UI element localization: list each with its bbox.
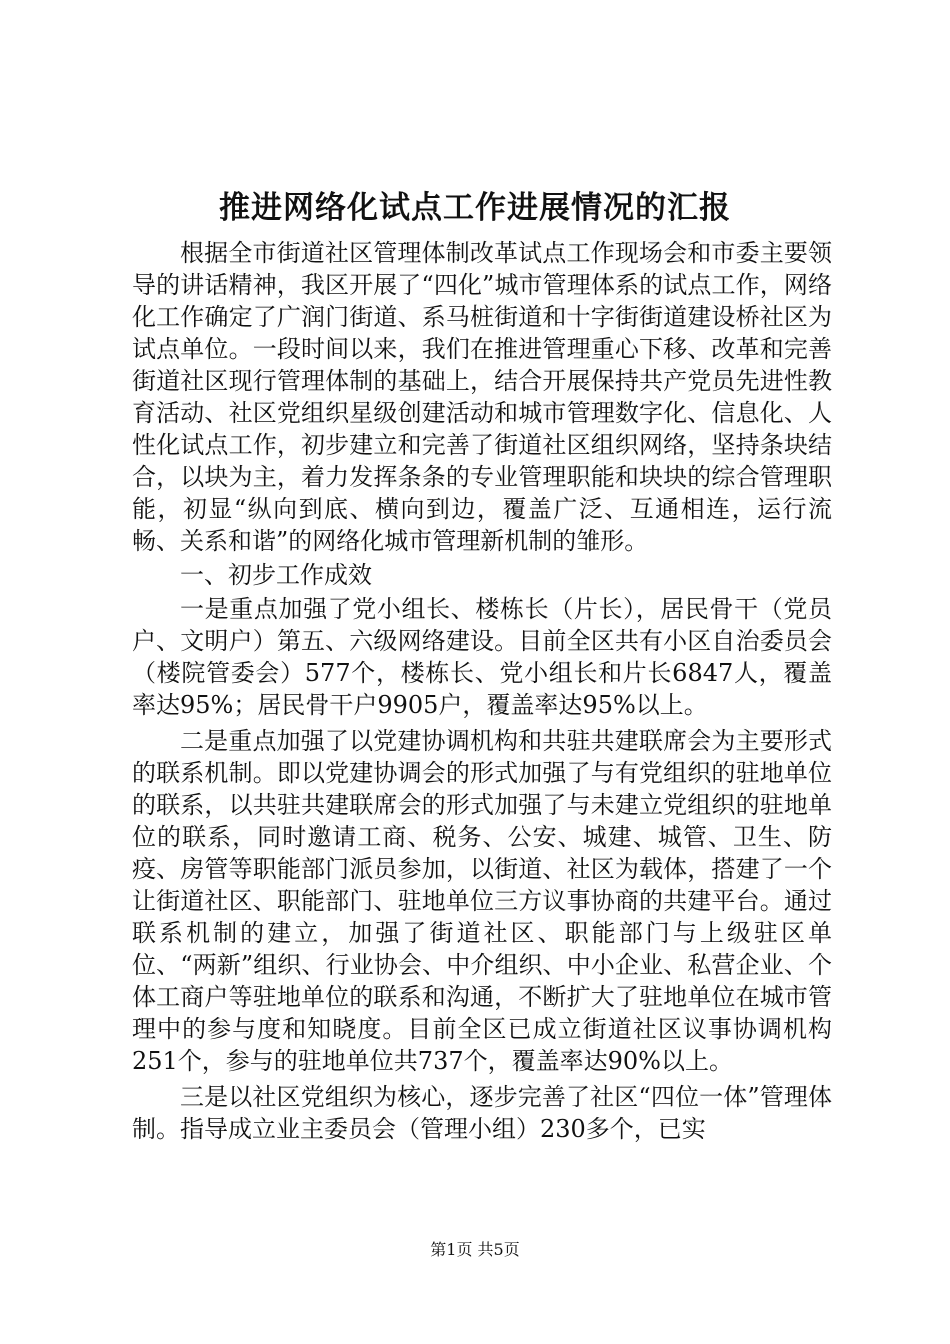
body-paragraph: 二是重点加强了以党建协调机构和共驻共建联席会为主要形式的联系机制。即以党建协调会的形式加强了与有党组织的驻地单位的联系，以共驻共建联席会的形式加强了与未建立党组织的驻地单位的联系，同时邀请工商、税务、公安、城建、城管、卫生、防疫、房管等职能部门派员参加，以街道、社区为载体，搭建了一个让街道社区、职能部门、驻地单位三方议事协商的共建平台。通过联系机制的建立，加强了街道社区、职能部门与上级驻区单位、“两新”组织、行业协会、中介组织、中小企业、私营企业、个体工商户等驻地单位的联系和沟通，不断扩大了驻地单位在城市管理中的参与度和知晓度。目前全区已成立街道社区议事协调机构251个，参与的驻地单位共737个，覆盖率达90%以上。: [132, 727, 832, 1075]
document-title: 推进网络化试点工作进展情况的汇报: [219, 190, 731, 226]
body-paragraph: 三是以社区党组织为核心，逐步完善了社区“四位一体”管理体制。指导成立业主委员会（管理小组）230多个，已实: [132, 1083, 832, 1143]
intro-paragraph: 根据全市街道社区管理体制改革试点工作现场会和市委主要领导的讲话精神，我区开展了“四化”城市管理体系的试点工作，网络化工作确定了广润门街道、系马桩街道和十字街街道建设桥社区为试点单位。一段时间以来，我们在推进管理重心下移、改革和完善街道社区现行管理体制的基础上，结合开展保持共产党员先进性教育活动、社区党组织星级创建活动和城市管理数字化、信息化、人性化试点工作，初步建立和完善了街道社区组织网络，坚持条块结合，以块为主，着力发挥条条的专业管理职能和块块的综合管理职能，初显“纵向到底、横向到边，覆盖广泛、互通相连，运行流畅、关系和谐”的网络化城市管理新机制的雏形。: [132, 239, 832, 555]
section-heading: 一、初步工作成效: [180, 561, 372, 589]
document-body: [132, 237, 832, 1149]
page-footer: 第1页 共5页: [430, 1240, 520, 1259]
body-paragraph: 一是重点加强了党小组长、楼栋长（片长），居民骨干（党员户、文明户）第五、六级网络建设。目前全区共有小区自治委员会（楼院管委会）577个，楼栋长、党小组长和片长6847人，覆盖率达95%；居民骨干户9905户，覆盖率达95%以上。: [132, 595, 832, 719]
